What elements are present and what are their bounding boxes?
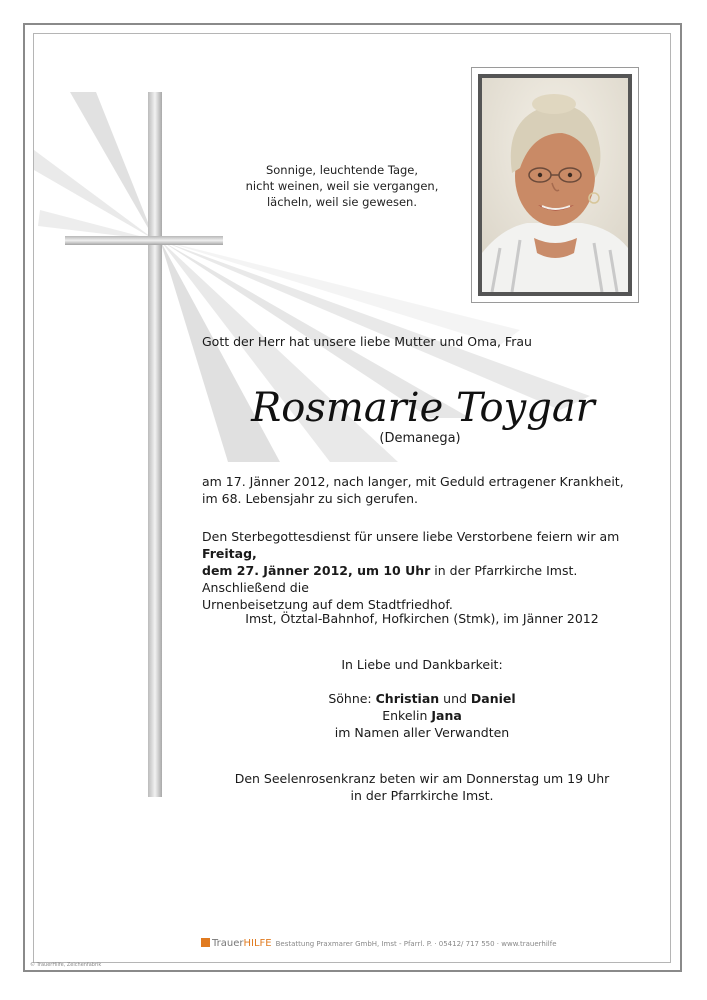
poem-line-3: lächeln, weil sie gewesen. [266,195,418,209]
funeral-day: Freitag, [202,546,257,561]
rosary-line-1: Den Seelenrosenkranz beten wir am Donnerstag um 19 Uhr [234,771,610,786]
death-notice [202,473,642,507]
sons-line: Söhne: Christian und Daniel [328,691,516,706]
poem [232,162,452,210]
funeral-line-1: Den Sterbegottesdienst für unsere liebe Verstorbene feiern wir am Freitag, [202,529,620,561]
relatives-line: im Namen aller Verwandten [334,725,510,740]
footer-text: Bestattung Praxmarer GmbH, Imst - Pfarrl. P. · 05412/ 717 550 · www.trauerhilfe [275,940,557,948]
son-name-1: Christian [375,691,440,706]
cross-horizontal-beam [65,236,223,245]
funeral-notice [202,528,652,613]
funeral-line-3: Urnenbeisetzung auf dem Stadtfriedhof. [202,597,453,612]
granddaughter-line: Enkelin Jana [382,708,462,723]
trauerhilfe-logo-icon [201,938,210,947]
footer [201,938,557,950]
mourners-signature [202,656,642,741]
portrait-photo [478,74,632,296]
poem-line-2: nicht weinen, weil sie vergangen, [245,179,439,193]
son-name-2: Daniel [470,691,516,706]
granddaughter-name: Jana [431,708,462,723]
intro-text: Gott der Herr hat unsere liebe Mutter und Oma, Frau [202,334,532,349]
maiden-name: (Demanega) [379,431,461,446]
deceased-name: Rosmarie Toygar [251,385,595,431]
portrait-photo-frame [471,67,639,303]
funeral-date-time: dem 27. Jänner 2012, um 10 Uhr [202,563,431,578]
death-notice-line-1: am 17. Jänner 2012, nach langer, mit Geduld ertragener Krankheit, [202,474,624,489]
poem-line-1: Sonnige, leuchtende Tage, [265,163,419,177]
cross-vertical-beam [148,92,162,797]
place-and-date: Imst, Ötztal-Bahnhof, Hofkirchen (Stmk), im Jänner 2012 [245,611,599,626]
brand-name-part-2: HILFE [243,938,272,949]
funeral-line-2: dem 27. Jänner 2012, um 10 Uhr in der Pfarrkirche Imst. Anschließend die [202,563,578,595]
brand-name-part-1: Trauer [212,938,244,949]
copyright-note: © TrauerHilfe, Zeichenfabrik [30,962,102,968]
rosary-notice [202,770,642,804]
signature-heading: In Liebe und Dankbarkeit: [341,657,503,672]
rosary-line-2: in der Pfarrkirche Imst. [350,788,494,803]
death-notice-line-2: im 68. Lebensjahr zu sich gerufen. [202,491,419,506]
